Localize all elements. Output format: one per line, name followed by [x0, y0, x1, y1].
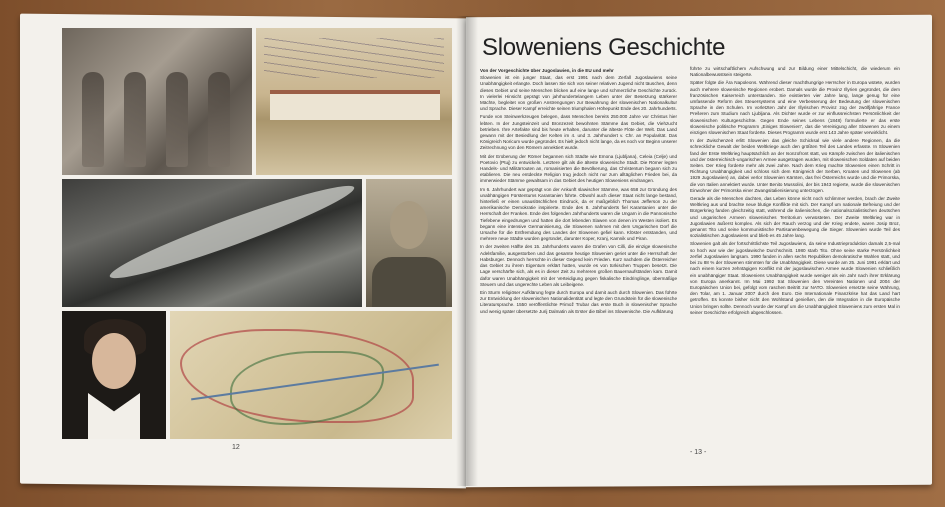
paragraph: Später folgte die Ära Napoleons. Während dieser machthungrige Herrscher in Europa wütete, wurden auch mehrere slowenische Regionen erobert. Damals wurde die Provinz Illyrien gegründet, die dem französischen Kaiserreich unterstanden. Sie existierten vier Jahre lang, lange genug für eine umfassende Reform des Steuersystems und eine Verbesserung der Bedeutung der slowenischen Sprache in den Schulen. Im vorletzten Jahr der Illyrischen Provinz zog der zwölfjährige France Prešeren zum Studium nach Ljubljana. Als Dichter wurde er zur einflussreichsten Persönlichkeit der slowenischen Kulturgeschichte. Gegen Ende seines Lebens (1848) formulierte er das erste slowenische politische Programm „Einiges Slowenien", das die Vereinigung aller Slowenen zu einem einzigen slowenischen Staat forderte. Dieses Programm wurde erst 143 Jahre später verwirklicht.: [690, 80, 900, 136]
book-gutter: [456, 16, 478, 486]
relief-figure: [166, 72, 188, 167]
paragraph: Slowenien ist ein junger Staat, das erst 1991 nach dem Zerfall Jugoslawiens seine Unabhängigkeit erlangte. Doch lassen Sie sich von seiner relativen Jugend nicht täuschen, denn dieses Gebiet und seine Menschen blicken auf eine lange und schmerzliche Geschichte zurück. In vielerlei Hinsicht geprägt von jahrhundertelangem Leben unter der Besetzung stärkerer Mächte, begleitet von großen Anstrengungen zur Bewahrung der slowenischen Nationalkultur und Sprache. Dieser Kampf erreichte seinen triumphalen Höhepunkt Ende des 20. Jahrhunderts.: [480, 75, 677, 112]
soldier-portrait-photo: [366, 179, 452, 307]
relief-figure: [208, 72, 230, 167]
page-number-right: - 13 -: [690, 449, 707, 456]
paragraph: Im 6. Jahrhundert war geprägt von der Ankunft slawischer Stämme, was 658 zur Gründung des unabhängigen Fürstentums Karantanien führte. Obwohl auch dieser Staat nicht lange bestand, hinterließ er einen unauslöschlichen Eindruck, da er maßgeblich Thomas Jefferson zu der amerikanische Demokratie inspirierte. Ende des 8. Jahrhunderts fiel Karantanien unter die Herrschaft der Franken. Ende des folgenden Jahrhunderts waren die Ungarn in die Pannonische Tiefebene eingedrungen und hatten die dort lebenden Slawen von denen im Westen isoliert. Es begann eine intensive Germanisierung, die Slowenen nahmen mit dem Ungarischen Dorf die Ursache für die Entfremdung des Landes der Slowenen gefiel kann. Klöster entstanden, und mehrere neue Städte wurden gegründet, darunter Koper, Kranj, Kamnik und Piran.: [480, 186, 677, 242]
historic-map-image: [170, 311, 452, 439]
uniform: [372, 257, 446, 307]
river: [105, 179, 358, 289]
page-number-left: 12: [232, 444, 240, 451]
collar: [88, 393, 140, 439]
manor-building: [270, 90, 440, 120]
paragraph: Funde von Steinwerkzeugen belegen, dass Menschen bereits 250.000 Jahre vor Christus hier lebten. In der Jungsteinzeit und Bronzezeit bewohnten Stämme das Gebiet, die Viehzucht betrieben. Ihre Artefakte sind bis heute erhalten, darunter die älteste Flöte der Welt. Das Land gewann mit der Besiedlung der Kelten im 4. und 3. Jahrhundert v. Chr. an Popularität. Das Königreich Noricum wurde gegründet. Es hielt jedoch nicht lange, da es noch vor Beginn unserer Zeitrechnung von den Römern annektiert wurde.: [480, 114, 677, 151]
relief-figure: [124, 72, 146, 167]
handwriting: [264, 38, 444, 78]
paragraph: Ein Sturm religiöser Aufklärung fegte durch Europa und damit auch durch Slowenien. Das führte zur Entwicklung der slowenischen Nationalidentität und legte den Grundstein für die slowenische Literatursprache. 1550 veröffentlichte Primož Trubar das erste Buch in slowenischer Sprache und wenig später übersetzte Jurij Dalmatin als Erster die Bibel ins Slowenische. Die Aufklärung: [480, 289, 677, 314]
paragraph: In der Zwischenzeit erlitt Slowenien das gleiche Schicksal wie viele andere Regionen, da die schreckliche Gewalt der beiden Weltkriege auch den größten Teil des Landes erfasste. In Slowenien fand der Erste Weltkrieg hauptsächlich an der Isonzofront statt, wo Kämpfe zwischen der italienischen und der österreichisch-ungarischen Armee ausgetragen wurden, mit slowenischen Soldaten auf beiden Seiten. Der Krieg forderte mehr als zwei Jahre. Nach dem Krieg machte Slowenien einen Schritt in Richtung Unabhängigkeit und schloss sich dem Königreich der Serben, Kroaten und Slowenen (ab 1929 Jugoslawien) an, dabei verlor Slowenien Kärnten, das frei Österreichs wurde und die Primorska, die von Italien annektiert wurde. Unter Benito Mussolini, der bis 1943 regierte, wurde die slowenischen Einwohner der Primorska einer Zwangsitalienisierung unterzogen.: [690, 138, 900, 193]
text-column-2: [690, 66, 900, 456]
paragraph: In der zweiten Hälfte des 15. Jahrhunderts waren die Grafen von Cilli, die einzige slowenische Adelsfamilie, ausgestorben und das gesamte heutige Slowenien geriet unter die Herrschaft der Habsburger. Dennoch herrschte in dieser Gegend kein Frieden. Kurz nachdem die Österreicher das Gebiet zu ihrem Eigentum erklärt hatten, wurde es von türkischen Truppen besetzt. Die Lage verschärfte sich, als es in dieser Zeit zu mehreren großen Bauernaufständen kam. Damit dafür waren Unabhängigkeit mit der Verteidigung gegen fiskalische Eindringlinge, übermäßige Steuern und das ungerechte Leben als Leibeigene.: [480, 244, 677, 287]
paragraph: Gerade als die Menschen dachten, das Leben könne nicht noch schlimmer werden, brach der Zweite Weltkrieg aus und brachte neue blutige Konflikte mit sich. Der Kampf um nationale Befreiung und der Bürgerkrieg fanden gleichzeitig statt, während die italienischen, die nationalsozialistischen deutschen und ungarischen Armeen slowenisches Territorium verwüsteten. Der Zweite Weltkrieg war in Jugoslawien äußerst komplex. Als sich der Rauch verzog und der Krieg endete, waren Josip Broz, genannt Tito und seine kommunistische Partisanenbewegung die Sieger. Slowenien wurde Teil des sozialistischen Jugoslawiens und blieb es 45 Jahre lang.: [690, 196, 900, 239]
stone-relief-photo: [62, 28, 252, 175]
paragraph: Mit der Eroberung der Römer begannen sich Städte wie Emona (Ljubljana), Celeia (Celje) und Poetovio (Ptuj) zu entwickeln. Letztere gilt als die älteste slowenische Stadt. Die Römer legten Handels- und Militärrouten an, romanisierten die Bevölkerung, das Christentum begann sich zu etablieren. Die neu entdeckte Religion trug jedoch nicht nur zum alltäglichen Frieden bei, da immerwieder Stämme gewaltsam in das Gebiet des heutigen Sloweniens eindrangen.: [480, 153, 677, 184]
paragraph: führte zu wirtschaftlichem Aufschwung und zur Bildung einer Mittelschicht, die wiederum ein Nationalbewusstsein steigerte.: [690, 66, 900, 78]
face: [92, 333, 136, 389]
relief-figure: [82, 72, 104, 167]
subheading: Von der Vorgeschichte über Jugoslawien, in die EU und mehr: [480, 68, 614, 73]
paragraph: Slowenien galt als der fortschrittlichste Teil Jugoslawiens, da seine Industrieproduktion damals 2,5-mal so hoch war wie der jugoslawische Durchschnitt. 1980 starb Tito. Ohne seine starke Persönlichkeit zerfiel Jugoslawien langsam. 1990 fanden in allen sechs Republiken demokratische Wahlen statt, und bei zu 88 % der Slowenen stimmten für die Unabhängigkeit. Diese wurde am 25. Juni 1991 erklärt und nach einem kurzen zehntägigen Konflikt mit der jugoslawischen Armee wurde Slowenien schließlich ein unabhängiger Staat. Sloweniens Unabhängigkeit wurde weniger als ein Jahr nach ihrer Erklärung von Europa anerkannt. Im Mai 1992 trat Slowenien den Vereinten Nationen und 2004 der Europäischen Union bei, gefolgt vom raschen Beitritt zur NATO. Slowenien ersetzte seine Währung, den Tolar, am 1. Januar 2007 durch den Euro. Die Internationale Finanzkrise hat das Land hart getroffen. Es konnte bisher nicht den Wohlstand genießen, den die Integration in die Europäische Union bringen sollte. Dennoch wurde der Kampf um die Unabhängigkeit Sloweniens zum ersten Mal in seiner Geschichte erfolgreich abgeschlossen.: [690, 241, 900, 315]
historic-postcard-photo: [256, 28, 452, 175]
text-column-1: [480, 68, 677, 453]
river-gorge-photo: [62, 179, 362, 307]
page-title: Sloweniens Geschichte: [482, 34, 726, 61]
face: [390, 201, 428, 249]
poet-portrait-painting: [62, 311, 166, 439]
